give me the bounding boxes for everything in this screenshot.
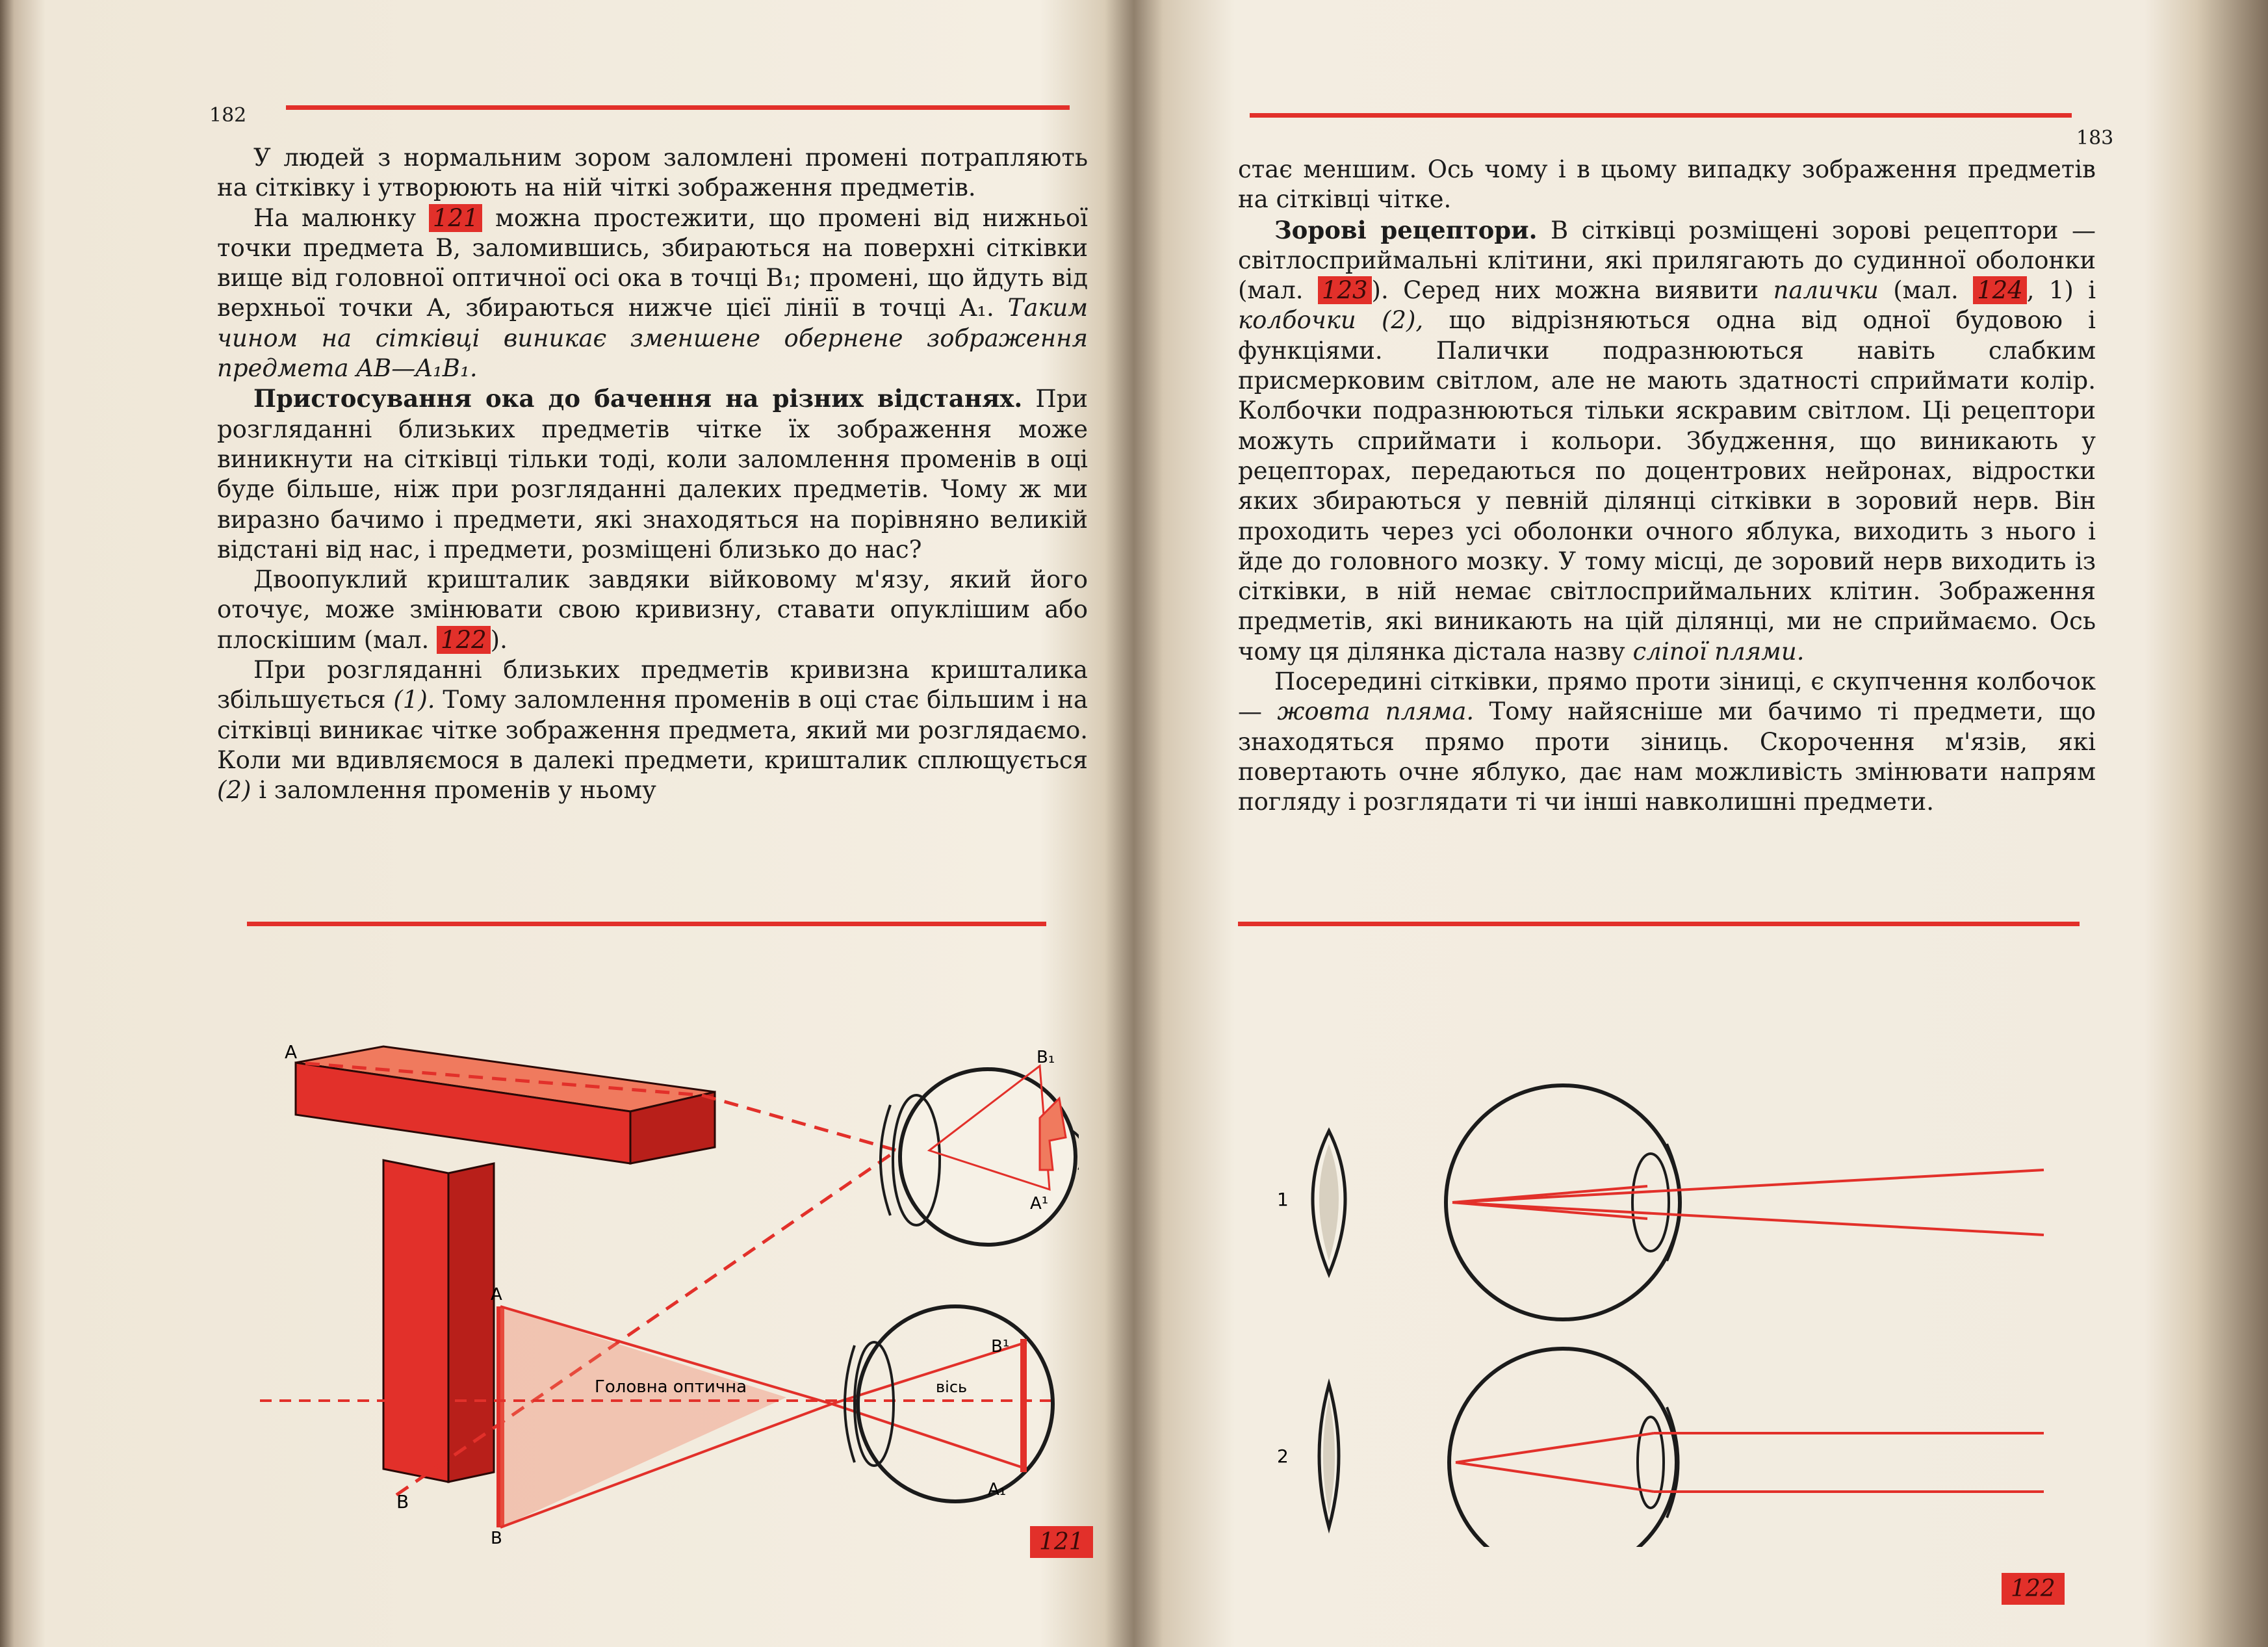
paragraph <box>217 383 1088 565</box>
paragraph <box>217 203 1088 384</box>
image-point-b1-top: B₁ <box>1037 1048 1055 1067</box>
lens-1-label: 1 <box>1277 1189 1289 1210</box>
paragraph-italic: жовта пляма. <box>1277 697 1475 726</box>
lens-2-label: 2 <box>1277 1446 1289 1467</box>
figure-121-diagram <box>234 975 1079 1560</box>
paragraph <box>217 143 1088 203</box>
right-page-text <box>1238 155 2096 818</box>
top-rule-left <box>286 105 1070 110</box>
paragraph-text: ). Серед них можна виявити <box>1371 276 1759 305</box>
paragraph-text: Посередині сітківки, прямо проти зіниці, є скупчення колбочок — <box>1238 668 2096 726</box>
eye-2 <box>1449 1349 2044 1547</box>
paragraph-italic: палички <box>1773 276 1879 305</box>
paragraph-italic: Таким чином на сітківці виникає зменшене обернене зображення предмета AB—A₁B₁. <box>217 294 1089 383</box>
point-b-bottom: B <box>491 1529 502 1548</box>
paragraph-italic: (2) <box>217 776 251 805</box>
paragraph-italic: колбочки (2), <box>1238 306 1424 335</box>
paragraph-text: В сітківці розміщені зорові рецептори — світлосприймальні клітини, які прилягають до судинної оболонки (мал. <box>1238 216 2096 305</box>
paragraph <box>1238 155 2096 215</box>
eye-1 <box>1446 1085 2044 1319</box>
paragraph-text: ). <box>490 625 508 654</box>
paragraph-text: можна простежити, що промені від нижньої точки предмета B, заломившись, збираються на поверхні сітківки вище від головної оптичної осі ока в точці B₁; промені, що йдуть від верхньої точки A, збираються нижче цієї лінії в точці A₁. <box>217 203 1088 322</box>
figure-ref-121[interactable]: 121 <box>429 204 483 232</box>
left-page-text <box>217 143 1088 806</box>
figure-label-121: 121 <box>1030 1526 1093 1558</box>
eye-top <box>881 1066 1079 1245</box>
paragraph-text: При розгляданні близьких предметів кривизна кришталика збільшується <box>217 656 1088 714</box>
top-rule-right <box>1250 113 2072 118</box>
paragraph-text: що відрізняються одна від одної будовою і функціями. Палички подразнюються навіть слабким присмерковим світлом, але не мають здатності сприймати колір. Колбочки подразнюються тільки яскравим світлом. Ці рецептори можуть сприймати і кольори. Збудження, що виникають у рецепторах, передаються по доцентрових нейронах, відростки яких збираються у певній ділянці сітківки в зоровий нерв. Він проходить через усі оболонки очного яблука, виходить з нього і йде до головного мозку. У тому місці, де зоровий нерв виходить із сітківки, в ній немає світлосприймальних клітин. Зображення предметів, які виникають на цій ділянці, ми не сприймаємо. Ось чому ця ділянка дістала назву <box>1238 306 2096 666</box>
lens-1 <box>1313 1131 1345 1274</box>
paragraph <box>217 565 1088 655</box>
section-heading: Пристосування ока до бачення на різних відстанях. <box>253 384 1023 413</box>
paragraph-text: і заломлення променів у ньому <box>259 776 656 805</box>
axis-label: Головна оптична <box>595 1377 747 1397</box>
section-heading: Зорові рецептори. <box>1274 215 1538 244</box>
figure-ref-122[interactable]: 122 <box>437 626 491 654</box>
paragraph-text: стає меншим. Ось чому і в цьому випадку зображення предметів на сітківці чітке. <box>1238 155 2096 214</box>
ray-cone-left <box>500 1306 786 1527</box>
figure-ref-123[interactable]: 123 <box>1318 276 1372 304</box>
ray-lower-2 <box>832 1404 1027 1469</box>
lens-2 <box>1319 1384 1339 1527</box>
point-a-bottom: A <box>491 1285 502 1304</box>
paragraph-text: Тому найясніше ми бачимо ті предмети, що знаходяться прямо проти зіниць. Скорочення м'язів, які повертають очне яблуко, дає нам можливість змінювати напрям погляду і розглядати ті чи інші навколишні предмети. <box>1238 697 2096 816</box>
paragraph-italic: (1). <box>393 686 435 714</box>
figure-122-diagram <box>1238 1079 2083 1547</box>
paragraph-text: (мал. <box>1893 276 1959 305</box>
paragraph-text: На малюнку <box>253 203 417 232</box>
paragraph-text: У людей з нормальним зором заломлені промені потрапляють на сітківку і утворюють на ній чіткі зображення предметів. <box>217 144 1088 202</box>
page-number-left: 182 <box>209 104 247 127</box>
axis-label-2: вісь <box>936 1378 968 1396</box>
image-point-b1-bottom: B¹ <box>991 1337 1010 1356</box>
figure-rule-left <box>247 922 1046 926</box>
paragraph <box>1238 667 2096 817</box>
paragraph-text: При розгляданні близьких предметів чітке їх зображення може виникнути на сітківці тільки тоді, коли заломлення променів в оці буде більше, ніж при розгляданні далеких предметів. Чому ж ми виразно бачимо і предмети, які знаходяться на порівняно великій відстані від нас, і предмети, розміщені близько до нас? <box>217 385 1089 564</box>
eye-bottom <box>845 1306 1053 1501</box>
right-page <box>1134 0 2268 1647</box>
paragraph <box>1238 215 2096 667</box>
figure-ref-124[interactable]: 124 <box>1973 276 2027 304</box>
paragraph-text: , 1) і <box>2026 276 2096 305</box>
figure-rule-right <box>1238 922 2080 926</box>
paragraph-text: Тому заломлення променів в оці стає більшим і на сітківці виникає чітке зображення предмета, який ми розглядаємо. Коли ми вдивляємося в далекі предмети, кришталик сплющується <box>217 686 1089 774</box>
point-b-top: B <box>396 1491 409 1512</box>
image-point-a1-top: A¹ <box>1030 1194 1049 1213</box>
image-point-a1-bottom: A₁ <box>988 1480 1007 1499</box>
figure-label-122: 122 <box>2002 1573 2065 1605</box>
page-number-right: 183 <box>2076 127 2114 149</box>
point-a-top: A <box>285 1041 298 1063</box>
paragraph <box>217 655 1088 805</box>
paragraph-text: Двоопуклий кришталик завдяки війковому м'язу, який його оточує, може змінювати свою кривизну, ставати опуклішим або плоскішим (мал. <box>217 565 1088 654</box>
paragraph-italic: сліпої плями. <box>1632 637 1805 666</box>
ray-a-top-2 <box>702 1095 897 1150</box>
